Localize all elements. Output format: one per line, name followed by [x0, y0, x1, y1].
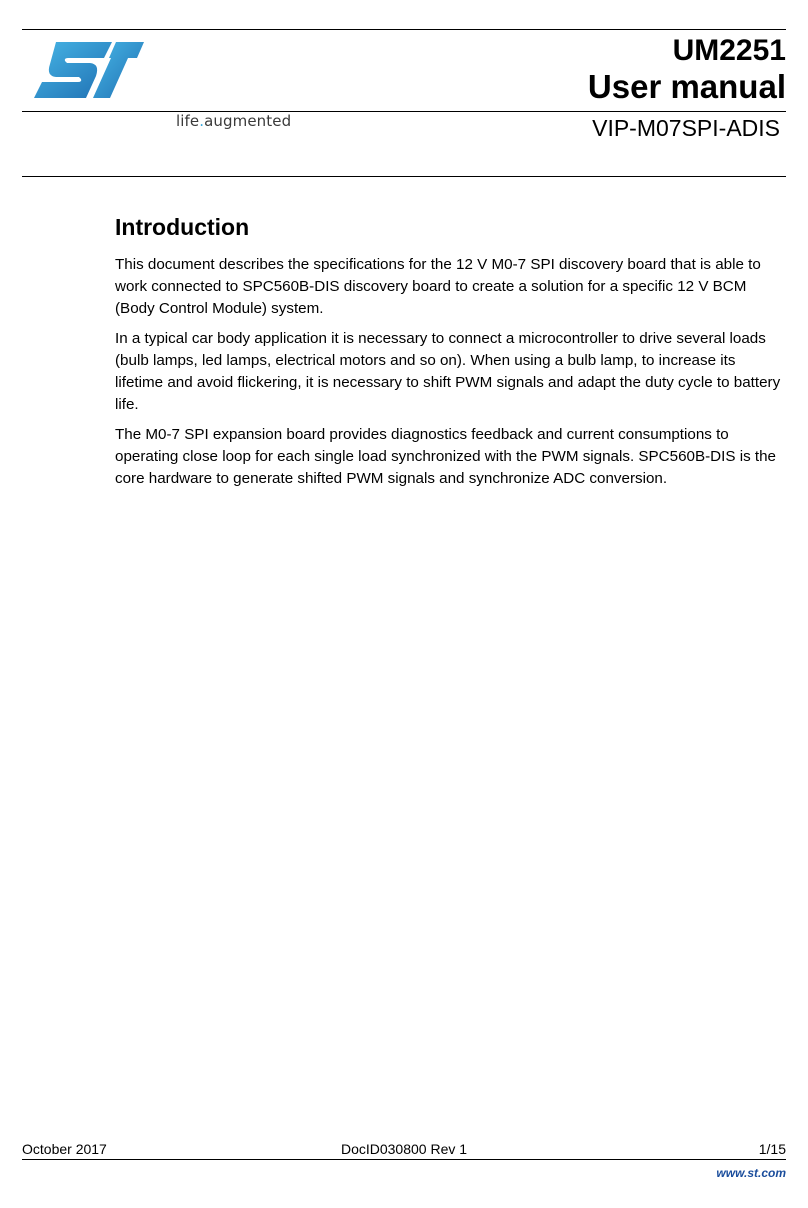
footer-page-number: 1/15 [758, 1141, 786, 1157]
paragraph: In a typical car body application it is necessary to connect a microcontroller to drive several loads (bulb lamps, led lamps, electrical motors and so on). When using a bulb lamp, to increase its lifetime and avoid flickering, it is necessary to shift PWM signals and adapt the duty cycle to battery life. [115, 329, 781, 413]
paragraph: The M0-7 SPI expansion board provides diagnostics feedback and current consumptions to operating close loop for each single load synchronized with the PWM signals. SPC560B-DIS is the core hardware to generate shifted PWM signals and synchronize ADC conversion. [115, 425, 776, 487]
website-link[interactable]: www.st.com [716, 1166, 786, 1180]
footer-rule [22, 1159, 786, 1160]
logo-tagline: life.augmented [176, 112, 292, 130]
footer-doc-id: DocID030800 Rev 1 [340, 1141, 468, 1157]
page-footer [22, 1140, 786, 1158]
document-id: UM2251 [672, 34, 786, 67]
paragraph: This document describes the specifications for the 12 V M0-7 SPI discovery board that is able to work connected to SPC560B-DIS discovery board to create a solution for a specific 12 V BCM (Body Control Module) system. [115, 255, 761, 317]
top-rule [22, 29, 786, 30]
section-heading: Introduction [115, 214, 250, 240]
title-rule [22, 111, 786, 112]
st-logo [34, 40, 292, 130]
introduction-section [115, 214, 785, 498]
st-logo-icon [34, 40, 144, 102]
product-name: VIP-M07SPI-ADIS [592, 115, 780, 141]
header-bottom-rule [22, 176, 786, 177]
footer-date: October 2017 [22, 1141, 107, 1157]
document-type: User manual [587, 68, 786, 105]
